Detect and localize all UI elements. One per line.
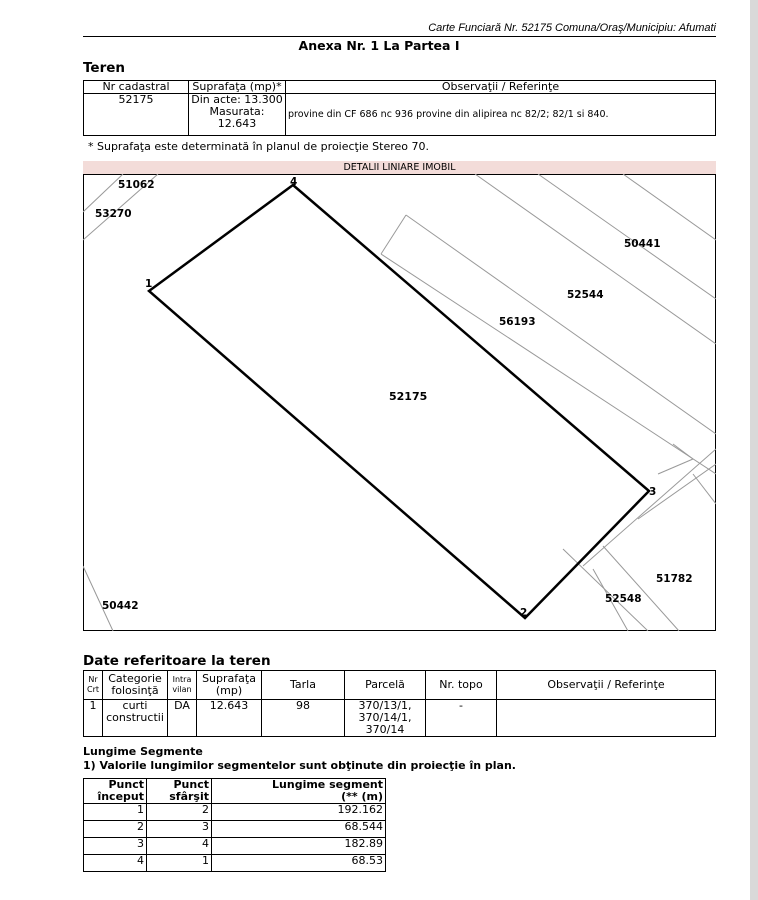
date-teren-data-row [84,700,716,737]
row-parcela-line1: 370/13/1, [358,699,412,712]
neighbor-label-2: 53270 [95,208,132,220]
segment-end: 1 [147,855,212,872]
annex-title: Anexa Nr. 1 La Partea I [298,38,460,53]
neighbor-label-1: 51062 [118,179,155,191]
map-band-title: DETALII LINIARE IMOBIL [83,161,716,174]
point-label-2: 2 [520,607,528,619]
col-parcela: Parcelă [345,671,426,700]
masurata-label: Masurata: [209,105,265,118]
segment-end: 2 [147,804,212,821]
col-categorie [103,671,168,700]
segment-row [84,855,386,872]
segment-length: 68.53 [212,855,386,872]
teren-data-row [84,94,716,136]
segment-end: 3 [147,821,212,838]
row-categorie [103,700,168,737]
col-nr-crt-line1: Nr [88,675,98,684]
row-intravilan: DA [168,700,197,737]
col-inceput-line1: Punct [108,778,144,791]
col-nr-crt-line2: Crt [86,685,99,694]
document-header-title: Carte Funciară Nr. 52175 Comuna/Oraş/Municipiu: Afumati [428,22,716,34]
col-punct-sfarsit [147,779,212,804]
col-nr-topo: Nr. topo [426,671,497,700]
point-label-3: 3 [649,486,657,498]
segmente-table [83,778,386,872]
col-nr-cadastral: Nr cadastral [84,81,189,94]
point-label-1: 1 [145,278,153,290]
row-tarla: 98 [262,700,345,737]
col-intravilan-line1: Intra [172,675,192,684]
neighbor-label-7: 52548 [605,593,642,605]
row-nr-topo: - [426,700,497,737]
col-lungime-line2: (** (m) [341,790,383,803]
col-intravilan-line2: vilan [172,685,192,694]
neighbor-label-8: 50442 [102,600,139,612]
row-observatii [497,700,716,737]
segmente-header-row [84,779,386,804]
row-parcela-line3: 370/14 [365,723,405,736]
col-tarla: Tarla [262,671,345,700]
col-sfarsit-line2: sfârşit [169,790,209,803]
segment-start: 1 [84,804,147,821]
parcel-map [83,174,716,631]
point-label-4: 4 [290,176,298,188]
col-lungime-segment [212,779,386,804]
neighbor-label-5: 56193 [499,316,536,328]
col-punct-inceput [84,779,147,804]
date-teren-table [83,670,716,737]
segment-length: 192.162 [212,804,386,821]
segment-length: 182.89 [212,838,386,855]
observatii-value: provine din CF 686 nc 936 provine din alipirea nc 82/2; 82/1 si 840. [286,94,716,136]
col-suprafata-line1: Suprafaţa [202,672,256,685]
teren-header-row [84,81,716,94]
teren-table [83,80,716,136]
masurata-value: 12.643 [217,117,257,130]
col-observatii-referinte: Observaţii / Referinţe [497,671,716,700]
row-parcela [345,700,426,737]
col-sfarsit-line1: Punct [173,778,209,791]
row-categorie-line2: constructii [106,711,164,724]
parcel-label: 52175 [389,390,428,403]
col-suprafata-line2: (mp) [215,684,243,697]
col-categorie-line2: folosinţă [111,684,159,697]
row-suprafata: 12.643 [197,700,262,737]
date-teren-heading: Date referitoare la teren [83,653,271,669]
row-parcela-line2: 370/14/1, [358,711,412,724]
col-suprafata: Suprafaţa (mp)* [189,81,286,94]
col-nr-crt [84,671,103,700]
neighbor-label-3: 50441 [624,238,661,250]
suprafata-value [189,94,286,136]
col-observatii: Observaţii / Referinţe [286,81,716,94]
col-categorie-line1: Categorie [108,672,162,685]
nr-cadastral-value: 52175 [84,94,189,136]
neighbor-label-4: 52544 [567,289,604,301]
col-suprafata-mp [197,671,262,700]
teren-footnote: * Suprafaţa este determinată în planul de proiecţie Stereo 70. [88,140,430,153]
suprafata-acte: Din acte: 13.300 [191,93,283,106]
segment-length: 68.544 [212,821,386,838]
teren-heading: Teren [83,60,125,76]
segment-start: 3 [84,838,147,855]
segment-start: 2 [84,821,147,838]
segment-start: 4 [84,855,147,872]
date-teren-header-row [84,671,716,700]
segment-row [84,821,386,838]
row-nr: 1 [84,700,103,737]
col-intravilan [168,671,197,700]
segment-end: 4 [147,838,212,855]
segmente-note: 1) Valorile lungimilor segmentelor sunt obţinute din proiecţie în plan. [83,759,516,772]
col-inceput-line2: început [97,790,144,803]
neighbor-label-6: 51782 [656,573,693,585]
segment-row [84,838,386,855]
header-rule [83,36,716,37]
segment-row [84,804,386,821]
row-categorie-line1: curti [122,699,148,712]
segmente-heading: Lungime Segmente [83,745,203,758]
col-lungime-line1: Lungime segment [272,778,383,791]
